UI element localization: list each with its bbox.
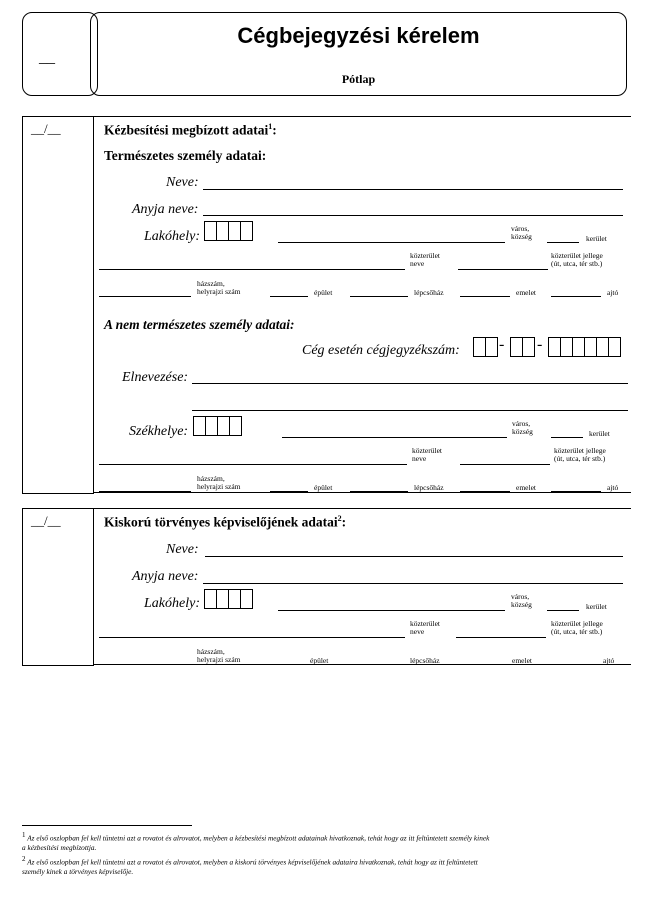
s1-anyja-neve-label: Anyja neve: (132, 202, 199, 217)
s1-cegjegyzek-dash-2: - (537, 336, 543, 353)
s2-street-line[interactable] (99, 637, 405, 638)
s1-neve-line[interactable] (203, 189, 623, 190)
s2-hazszam: házszám, (197, 647, 225, 656)
s1-cegjegyzekszam-label: Cég esetén cégjegyzékszám: (302, 343, 460, 358)
s2-varos-label (511, 593, 532, 609)
s1-neve-label: Neve: (166, 175, 199, 190)
s1-epulet-label: épület (314, 288, 333, 297)
s2-neve-line[interactable] (205, 556, 623, 557)
s2-jellege-label (551, 620, 603, 636)
s1-cegjegyzek-cells-3[interactable] (548, 337, 620, 357)
s1-szekhely-kerulet-label: kerület (589, 429, 610, 438)
header-title-box (90, 12, 627, 96)
s1-jellege-label (551, 252, 603, 268)
s2-lakohely-zip-cells[interactable] (204, 589, 252, 609)
s1-anyja-neve-line[interactable] (203, 215, 623, 216)
s1-hazszam-label (197, 280, 241, 296)
s1-lakohely-zip-cells[interactable] (204, 221, 252, 241)
s1-szekhely-lepcsohaz-line[interactable] (350, 491, 408, 492)
s2-kozterulet-neve: neve (410, 627, 425, 636)
s1-szekhely-kozseg: község (512, 427, 533, 436)
s1-szekhelye-zip-cells[interactable] (193, 416, 241, 436)
section1-natural-subheading: Természetes személy adatai: (104, 148, 267, 163)
footnote-1-text-line1: Az első oszlopban fel kell tüntetni azt a rovatot és alrovatot, melyben a kézbesítési megbízott adatainak hivatkoznak, tehát hogy az itt feltüntetett személy kinek (27, 833, 490, 843)
s1-emelet-line[interactable] (460, 296, 510, 297)
section1-heading-text: Kézbesítési megbízott adatai (104, 122, 269, 138)
s1-szekhely-city-line[interactable] (282, 437, 507, 438)
page-subtitle: Pótlap (341, 72, 376, 86)
s1-kozterulet-label (410, 252, 440, 268)
section2-top-rule (94, 508, 631, 509)
s1-lepcsohaz-label: lépcsőház (414, 288, 444, 297)
s1-kerulet-label: kerület (586, 234, 607, 243)
s1-cegjegyzek-cells-1[interactable] (473, 337, 497, 357)
section1-top-rule (94, 116, 631, 117)
s1-kozterulet: közterület (410, 251, 440, 260)
footnote-2-text-line2: személy kinek a törvényes képviselője. (22, 867, 134, 877)
section1-heading-suffix: : (272, 122, 277, 138)
s1-szekhely-kozterulet: közterület (412, 446, 442, 455)
s2-city-line[interactable] (278, 610, 505, 611)
footnote-1 (22, 830, 489, 853)
s1-elnevezese-line-2[interactable] (192, 410, 628, 411)
s2-ajto-line[interactable] (549, 664, 597, 665)
s1-elnevezese-line-1[interactable] (192, 383, 628, 384)
s2-epulet-line[interactable] (264, 664, 304, 665)
section2-heading-suffix: : (341, 514, 347, 530)
footnote-separator (22, 825, 192, 826)
section1-legal-subheading: A nem természetes személy adatai: (104, 317, 295, 332)
s1-szekhelye-label: Székhelye: (129, 424, 189, 439)
s1-street-type-line[interactable] (458, 269, 548, 270)
s1-szekhely-varos-label (512, 420, 533, 436)
s2-lakohely-label: Lakóhely: (144, 596, 200, 611)
s1-elnevezese-label: Elnevezése: (122, 370, 189, 385)
s2-neve-label: Neve: (166, 542, 199, 557)
s1-kozterulet-neve: neve (410, 259, 425, 268)
s2-hazszam-label (197, 648, 241, 664)
s1-cegjegyzek-dash-1: - (499, 336, 505, 353)
section1-index-label: __/__ (31, 121, 61, 136)
s2-kozterulet: közterület (410, 619, 440, 628)
s1-szekhely-helyrajzi: helyrajzi szám (197, 482, 241, 491)
section2-heading (104, 514, 346, 531)
section1-bottom-rule (94, 492, 631, 493)
footnote-2-text-line1: Az első oszlopban fel kell tüntetni azt a rovatot és alrovatot, melyben a kiskorú törvényes képviselőjének adataira hivatkoznak, tehát hogy az itt feltüntetett (27, 857, 478, 867)
s1-szekhely-type-line[interactable] (460, 464, 550, 465)
footnote-2-number: 2 (22, 855, 26, 863)
s2-anyja-neve-label: Anyja neve: (132, 569, 199, 584)
s1-szekhely-ajto-line[interactable] (551, 491, 601, 492)
s2-jellege-pelda: (út, utca, tér stb.) (551, 627, 603, 636)
s1-ajto-label: ajtó (607, 288, 619, 297)
s1-lakohely-label: Lakóhely: (144, 229, 200, 244)
s2-helyrajzi: helyrajzi szám (197, 655, 241, 664)
s2-hazszam-line[interactable] (99, 664, 191, 665)
s1-szekhely-lepcsohaz-label: lépcsőház (414, 483, 444, 492)
s1-szekhely-kozterulet-neve: neve (412, 454, 427, 463)
s1-szekhely-emelet-label: emelet (516, 483, 536, 492)
s1-kerulet-line[interactable] (547, 242, 579, 243)
s2-kozterulet-label (410, 620, 440, 636)
s1-szekhely-jellege: közterület jellege (554, 446, 606, 455)
s1-szekhely-hazszam-label (197, 475, 241, 491)
s1-city-line[interactable] (278, 242, 505, 243)
s1-szekhely-jellege-label (554, 447, 606, 463)
s1-kozseg: község (511, 232, 532, 241)
page-title: Cégbejegyzési kérelem (237, 23, 480, 48)
s1-szekhely-hazszam-line[interactable] (99, 491, 191, 492)
s1-szekhely-emelet-line[interactable] (460, 491, 510, 492)
s1-hazszam-line[interactable] (99, 296, 191, 297)
s1-jellege: közterület jellege (551, 251, 603, 260)
section2-footnote-ref: 2 (337, 514, 342, 523)
footnote-2 (22, 854, 478, 877)
s1-lepcsohaz-line[interactable] (350, 296, 408, 297)
s1-szekhely-varos: város, (512, 419, 531, 428)
s2-jellege: közterület jellege (551, 619, 603, 628)
header-left-blank: __ (39, 49, 55, 66)
s2-varos: város, (511, 592, 530, 601)
s2-epulet-label: épület (310, 656, 329, 665)
s1-varos-label (511, 225, 532, 241)
section1-index-column (22, 116, 94, 494)
s1-szekhely-epulet-line[interactable] (270, 491, 308, 492)
s1-szekhely-jellege-pelda: (út, utca, tér stb.) (554, 454, 606, 463)
s1-szekhely-epulet-label: épület (314, 483, 333, 492)
footnote-1-number: 1 (22, 831, 26, 839)
s1-cegjegyzek-cells-2[interactable] (510, 337, 534, 357)
section1-heading (104, 122, 277, 139)
footnote-1-text-line2: a kézbesítési megbízottja. (22, 843, 97, 853)
section2-heading-text: Kiskorú törvényes képviselőjének adatai (104, 514, 338, 530)
s1-helyrajzi: helyrajzi szám (197, 287, 241, 296)
s1-szekhely-kozterulet-label (412, 447, 442, 463)
section1-footnote-ref: 1 (268, 122, 273, 131)
s2-anyja-neve-line[interactable] (203, 583, 623, 584)
s1-szekhely-ajto-label: ajtó (607, 483, 619, 492)
s1-szekhely-street-line[interactable] (99, 464, 407, 465)
s2-emelet-line[interactable] (456, 664, 506, 665)
s1-varos: város, (511, 224, 530, 233)
s1-hazszam: házszám, (197, 279, 225, 288)
s1-jellege-pelda: (út, utca, tér stb.) (551, 259, 603, 268)
s2-emelet-label: emelet (512, 656, 532, 665)
section2-index-label: __/__ (31, 513, 61, 528)
s1-ajto-line[interactable] (551, 296, 601, 297)
s2-lepcsohaz-line[interactable] (346, 664, 404, 665)
s1-szekhely-kerulet-line[interactable] (551, 437, 583, 438)
header-left-box (22, 12, 98, 96)
s1-szekhely-hazszam: házszám, (197, 474, 225, 483)
s2-kerulet-line[interactable] (547, 610, 579, 611)
s1-emelet-label: emelet (516, 288, 536, 297)
s2-lepcsohaz-label: lépcsőház (410, 656, 440, 665)
section2-index-column (22, 508, 94, 666)
s1-epulet-line[interactable] (270, 296, 308, 297)
s2-kerulet-label: kerület (586, 602, 607, 611)
s2-street-type-line[interactable] (456, 637, 546, 638)
s2-ajto-label: ajtó (603, 656, 615, 665)
s1-street-line[interactable] (99, 269, 405, 270)
s2-kozseg: község (511, 600, 532, 609)
